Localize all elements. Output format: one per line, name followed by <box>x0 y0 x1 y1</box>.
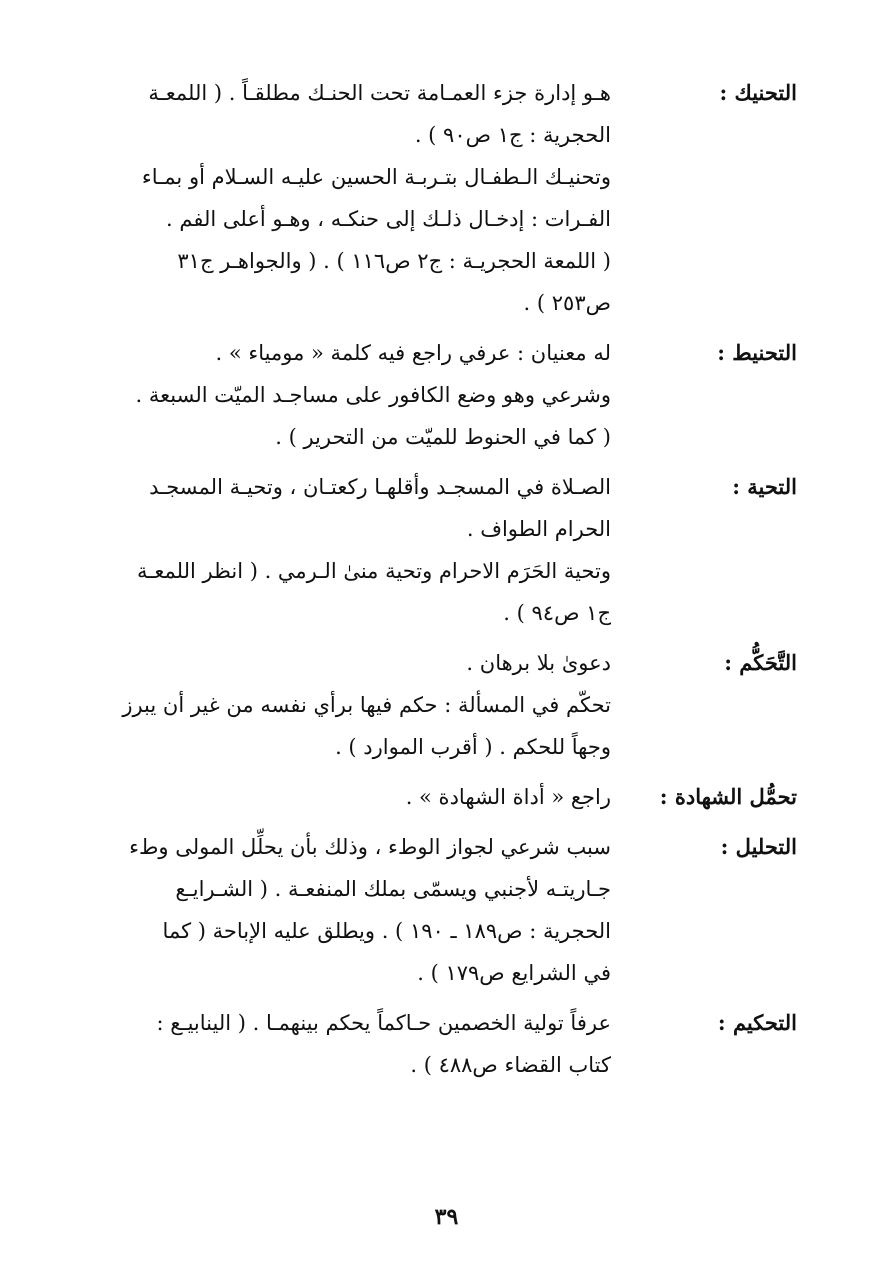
entry-term: التحية : <box>732 474 797 499</box>
definition-line: ص٢٥٣ ) . <box>523 291 611 315</box>
definition-line: الحجرية : ص١٨٩ ـ ١٩٠ ) . ويطلق عليه الإباحة ( كما <box>162 919 611 943</box>
definition-line: ( اللمعة الحجريـة : ج٢ ص١١٦ ) . ( والجواهـر ج٣١ <box>177 249 611 273</box>
entry-definition <box>97 332 701 458</box>
entry-term: التحنيك : <box>719 80 797 105</box>
entry-term: تحمُّل الشهادة : <box>659 784 797 809</box>
page-number: ٣٩ <box>434 1204 459 1230</box>
entry-term: التحكيم : <box>717 1010 797 1035</box>
entry-definition <box>97 776 701 818</box>
glossary-entry <box>97 1002 797 1086</box>
glossary-entry <box>97 72 797 324</box>
glossary-entry <box>97 776 797 818</box>
definition-line: دعوىٰ بلا برهان . <box>466 651 611 675</box>
glossary-entry <box>97 826 797 994</box>
entry-definition <box>97 1002 701 1086</box>
definition-line: وتحنيـك الـطفـال بتـربـة الحسين عليـه السـلام أو بمـاء <box>141 165 611 189</box>
definition-line: وشرعي وهو وضع الكافور على مساجـد الميّت السبعة . <box>135 383 611 407</box>
glossary-entry <box>97 332 797 458</box>
definition-line: ج١ ص٩٤ ) . <box>503 601 611 625</box>
entry-definition <box>97 642 701 768</box>
definition-line: في الشرايع ص١٧٩ ) . <box>417 961 611 985</box>
definition-line: عرفاً تولية الخصمين حـاكماً يحكم بينهمـا . ( الينابيـع : <box>156 1011 611 1035</box>
definition-line: راجع « أداة الشهادة » . <box>405 785 611 809</box>
entry-term: التَّحَكُّم : <box>724 650 797 675</box>
entry-definition <box>97 826 701 994</box>
definition-line: كتاب القضاء ص٤٨٨ ) . <box>410 1053 611 1077</box>
document-page <box>97 72 797 1094</box>
definition-line: الحجرية : ج١ ص٩٠ ) . <box>414 123 611 147</box>
definition-line: جـاريتـه لأجنبي ويسمّى بملك المنفعـة . ( الشـرايـع <box>175 877 611 901</box>
entry-definition <box>97 72 701 324</box>
definition-line: وتحية الحَرَم الاحرام وتحية منىٰ الـرمي . ( انظر اللمعـة <box>137 559 611 583</box>
definition-line: الحرام الطواف . <box>466 517 611 541</box>
definition-line: الصـلاة في المسجـد وأقلهـا ركعتـان ، وتحيـة المسجـد <box>149 475 611 499</box>
glossary-entry <box>97 466 797 634</box>
entry-definition <box>97 466 701 634</box>
glossary-entry <box>97 642 797 768</box>
definition-line: الفـرات : إدخـال ذلـك إلى حنكـه ، وهـو أعلى الفم . <box>166 207 611 231</box>
definition-line: سبب شرعي لجواز الوطء ، وذلك بأن يحلِّل المولى وطء <box>129 835 611 859</box>
entry-term: التحليل : <box>720 834 797 859</box>
definition-line: هـو إدارة جزء العمـامة تحت الحنـك مطلقـاً . ( اللمعـة <box>148 81 611 105</box>
definition-line: له معنيان : عرفي راجع فيه كلمة « مومياء » . <box>215 341 611 365</box>
entry-term: التحنيط : <box>717 340 797 365</box>
definition-line: تحكّم في المسألة : حكم فيها برأي نفسه من غير أن يبرز <box>122 693 611 717</box>
definition-line: ( كما في الحنوط للميّت من التحرير ) . <box>275 425 611 449</box>
definition-line: وجهاً للحكم . ( أقرب الموارد ) . <box>335 735 611 759</box>
